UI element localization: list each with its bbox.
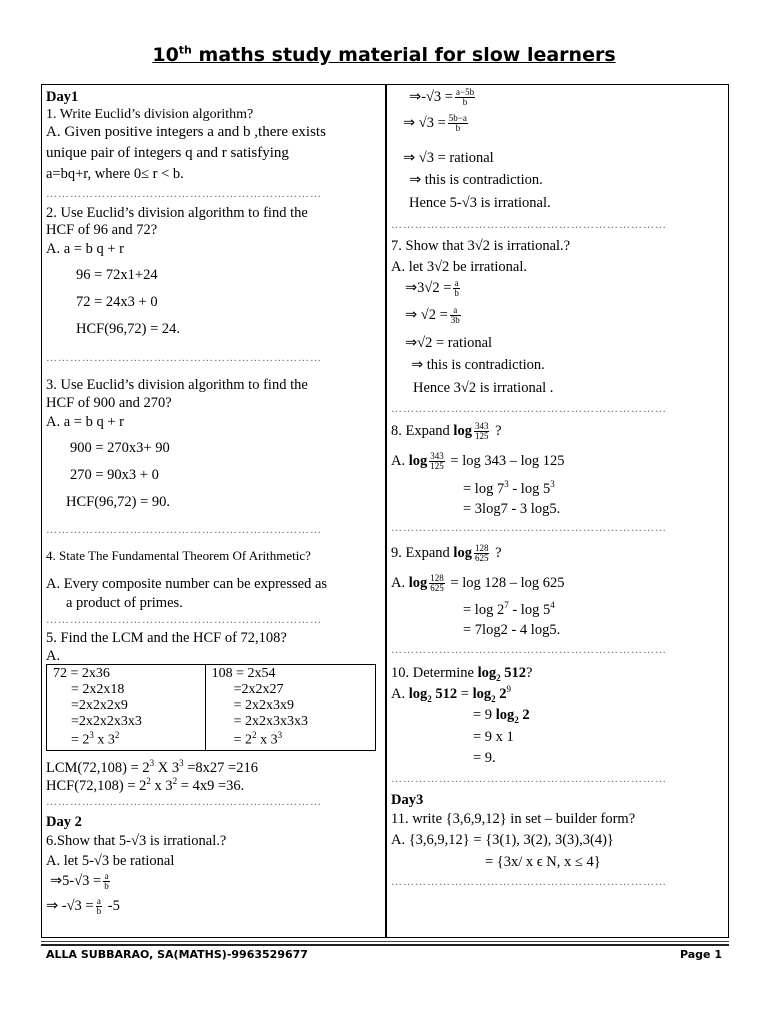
hcf-line: $HCF(72,108) = 2^2$ x $3^2 = 4x9 =36$. xyxy=(46,776,245,794)
a3-line3: HCF(96,72) = 90. xyxy=(66,494,171,510)
q2-line2: HCF of 96 and 72? xyxy=(46,222,158,238)
factor-table xyxy=(46,664,376,751)
q1: 1. Write Euclid’s division algorithm? xyxy=(46,107,254,122)
a9-line0: A. log $\frac{128}{625}$ = log 128 – log 625 xyxy=(391,573,565,594)
a5: A. xyxy=(46,648,61,664)
footer-rule xyxy=(41,941,729,942)
separator: …………………………………………………………… xyxy=(391,403,667,415)
a7-line4: ⇒ this is contradiction. xyxy=(411,357,545,373)
r-line3: ⇒ √3 = rational xyxy=(403,150,494,166)
factor-col-108: 108 = 2x54 =2x2x27 = 2x2x3x9 = 2x2x3x3x3 = $2^2$ x $3^3$ xyxy=(205,665,375,751)
a4-line2: a product of primes. xyxy=(66,595,183,611)
q3-line2: HCF of 900 and 270? xyxy=(46,395,172,411)
a3-line1: 900 = 270x3+ 90 xyxy=(70,440,170,456)
a11-line2: = {3x/ x ϵ N, x ≤ 4} xyxy=(485,854,601,870)
q5: 5. Find the LCM and the HCF of 72,108? xyxy=(46,630,287,646)
page-number: Page 1 xyxy=(679,948,722,961)
a9-line2: = 7log2 - 4 log5. xyxy=(463,622,561,638)
a7-line1: ⇒3√2 = $\frac{a}{b}$ xyxy=(405,278,459,299)
a6-line2: ⇒ -√3 = $\frac{a}{b}$ -5 xyxy=(46,896,120,917)
a6-line1: ⇒5-√3 = $\frac{a}{b}$ xyxy=(50,871,109,892)
a2-line2: 72 = 24x3 + 0 xyxy=(76,294,158,310)
a10-line0: A. $\log_2 512 = \log_2 2^9$ xyxy=(391,684,511,704)
separator: …………………………………………………………… xyxy=(46,524,322,536)
separator: …………………………………………………………… xyxy=(391,522,667,534)
separator: …………………………………………………………… xyxy=(46,188,322,200)
q9: 9. Expand log $\frac{128}{625}$ ? xyxy=(391,543,502,564)
q2-line1: 2. Use Euclid’s division algorithm to find the xyxy=(46,205,308,221)
a7-line5: Hence 3√2 is irrational . xyxy=(413,380,554,396)
q4: 4. State The Fundamental Theorem Of Arithmetic? xyxy=(46,548,311,563)
a1-line1: A. Given positive integers a and b ,there exists xyxy=(46,124,326,140)
a11-line1: A. {3,6,9,12} = {3(1), 3(2), 3(3),3(4)} xyxy=(391,832,614,848)
q3-line1: 3. Use Euclid’s division algorithm to find the xyxy=(46,377,308,393)
r-line1: ⇒-√3 = $\frac{a-5b}{b}$ xyxy=(409,87,475,108)
a7-line3: ⇒√2 = rational xyxy=(405,335,493,351)
footer-author: ALLA SUBBARAO, SA(MATHS)-9963529677 xyxy=(46,948,308,961)
q10: 10. Determine $\log_2 512$? xyxy=(391,665,533,683)
a2-line1: 96 = 72x1+24 xyxy=(76,267,158,283)
a1-line2: unique pair of integers q and r satisfying xyxy=(46,145,289,161)
a2-line3: HCF(96,72) = 24. xyxy=(76,321,181,337)
lcm-line: $LCM(72,108) = 2^3$ X $3^3 =8x27 =216$ xyxy=(46,758,258,776)
a6-line0: A. let 5-√3 be rational xyxy=(46,853,175,869)
separator: …………………………………………………………… xyxy=(391,644,667,656)
q7: 7. Show that 3√2 is irrational.? xyxy=(391,238,571,254)
r-line5: Hence 5-√3 is irrational. xyxy=(409,195,551,211)
separator: …………………………………………………………… xyxy=(391,773,667,785)
a1-line3: a=bq+r, where 0≤ r < b. xyxy=(46,166,184,182)
day3-heading: Day3 xyxy=(391,792,424,808)
separator: …………………………………………………………… xyxy=(46,614,322,626)
a2-line0: A. a = b q + r xyxy=(46,241,124,257)
page-title: 10th maths study material for slow learners xyxy=(152,44,616,67)
r-line2: ⇒ √3 = $\frac{5b-a}{b}$ xyxy=(403,113,467,134)
day2-heading: Day 2 xyxy=(46,814,82,830)
day1-heading: Day1 xyxy=(46,89,79,105)
a9-line1: = $\log 2^7$ - $\log 5^4$ xyxy=(463,600,555,618)
separator: …………………………………………………………… xyxy=(46,352,322,364)
a8-line0: A. log $\frac{343}{125}$ = log 343 – log 125 xyxy=(391,451,565,472)
a10-line3: = 9. xyxy=(473,750,496,766)
q11: 11. write {3,6,9,12} in set – builder form? xyxy=(391,811,636,827)
q6: 6.Show that 5-√3 is irrational.? xyxy=(46,833,227,849)
a7-line2: ⇒ √2 = $\frac{a}{3b}$ xyxy=(405,305,460,326)
a10-line1: = 9 $\log_2 2$ xyxy=(473,707,530,725)
footer-rule xyxy=(41,944,729,946)
a3-line0: A. a = b q + r xyxy=(46,414,124,430)
a8-line2: = 3log7 - 3 log5. xyxy=(463,501,561,517)
a3-line2: 270 = 90x3 + 0 xyxy=(70,467,159,483)
factor-col-72: 72 = 2x36 = 2x2x18 =2x2x2x9 =2x2x2x3x3 = $2^3$ x $3^2$ xyxy=(47,665,206,751)
r-line4: ⇒ this is contradiction. xyxy=(409,172,543,188)
separator: …………………………………………………………… xyxy=(391,876,667,888)
separator: …………………………………………………………… xyxy=(46,796,322,808)
a8-line1: = $\log 7^3$ - $\log 5^3$ xyxy=(463,479,555,497)
q8: 8. Expand log $\frac{343}{125}$ ? xyxy=(391,421,502,442)
column-divider xyxy=(385,84,387,938)
a7-line0: A. let 3√2 be irrational. xyxy=(391,259,528,275)
a10-line2: = 9 x 1 xyxy=(473,729,514,745)
a4-line1: A. Every composite number can be expressed as xyxy=(46,576,328,592)
separator: …………………………………………………………… xyxy=(391,219,667,231)
